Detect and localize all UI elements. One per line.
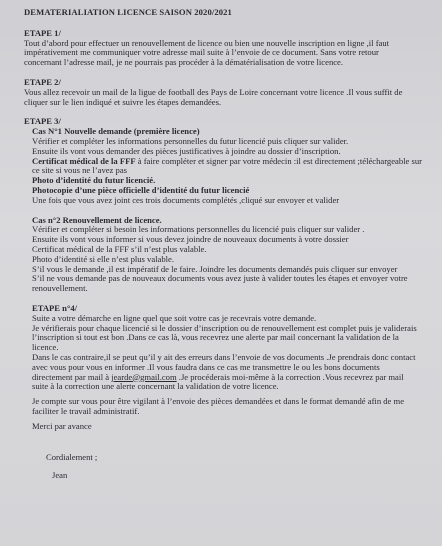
etape3-heading: ETAPE 3/: [24, 116, 61, 127]
cas1-line: Une fois que vous avez joint ces trois documents complétés ,cliqué sur envoyer et valider: [32, 194, 340, 205]
etape4-block: [24, 304, 432, 481]
etape4-heading: ETAPE n°4/: [32, 302, 78, 313]
cas2-line: Photo d’identité si elle n’est plus valable.: [32, 253, 175, 264]
etape4-line: Je vérifierais pour chaque licencié si le dossier d’inscription ou de renouvellement est complet puis je validerais: [32, 322, 417, 333]
email-prefix: directement par mail à: [32, 371, 112, 382]
cas2-line: renouvellement.: [32, 283, 88, 294]
etape4-line: faciliter le travail administratif.: [32, 405, 140, 416]
etape1-heading: ETAPE 1/: [24, 27, 61, 38]
email-link[interactable]: jearde@gmail.com: [111, 371, 177, 382]
signature-text: Jean: [52, 470, 68, 481]
etape1-line: concernant l’adresse mail, je ne pourrais pas procéder à la dématérialisation de votre licence.: [24, 57, 344, 68]
etape4-line: l’inscription si tout est bon .Dans ce cas là, vous recevrez une alerte par mail concernant la validation de la: [32, 332, 399, 343]
cas1-line: Vérifier et compléter les informations personnelles du futur licencié puis cliquer sur valider.: [32, 135, 349, 146]
cas2-line: Certificat médical de la FFF s’il n’est plus valable.: [32, 243, 207, 254]
cas2-heading: Cas n°2 Renouvellement de licence.: [32, 214, 162, 225]
cas1-line: Ensuite ils vont vous demander des pièces justificatives à joindre au dossier d’inscription.: [32, 145, 341, 156]
etape4-line: Suite a votre démarche en ligne quel que soit votre cas je recevrais votre demande.: [32, 312, 317, 323]
cas2-line: Vérifier et compléter si besoin les informations personnelles du licencié puis cliquer sur valider .: [32, 224, 365, 235]
etape2-line: cliquer sur le lien indiqué et suivre les étapes demandées.: [24, 96, 222, 107]
closing-text: Cordialement ;: [46, 452, 98, 463]
etape1-line: Tout d’abord pour effectuer un renouvellement de licence ou bien une nouvelle inscription en ligne ,il faut: [24, 37, 390, 48]
etape4-line: avec vous pour vous en informer .Il vous faudra dans ce cas me transmettre le ou les bons documents: [32, 361, 380, 372]
cas2-block: [24, 216, 432, 294]
etape4-line: Dans le cas contraire,il se peut qu’il y ait des erreurs dans l’envoie de vos documents .Je prendrais donc contact: [32, 351, 416, 362]
etape4-line: Je compte sur vous pour être vigilant à l’envoie des pièces demandées et dans le format demandé afin de me: [32, 396, 405, 407]
document-title: DEMATERIALIATION LICENCE SAISON 2020/2021: [24, 7, 232, 17]
etape4-line: licence.: [32, 342, 59, 353]
cas1-heading: Cas N°1 Nouvelle demande (première licence): [32, 126, 200, 137]
etape2-line: Vous allez recevoir un mail de la ligue de football des Pays de Loire concernant votre licence .Il vous suffit de: [24, 86, 403, 97]
cas2-line: Ensuite ils vont vous informer si vous devez joindre de nouveaux documents à votre dossier: [32, 234, 349, 245]
email-suffix: .Je procéderais moi-même à la correction .Vous recevrez par mail: [176, 371, 404, 382]
etape1-line: impérativement me communiquer votre adresse mail suite à l’envoie de ce document. Sans votre retour: [24, 47, 379, 58]
etape2-heading: ETAPE 2/: [24, 76, 61, 87]
etape4-line: suite à la correction une alerte concernant la validation de votre licence.: [32, 381, 279, 392]
cas1-photo: Photo d’identité du futur licencié.: [32, 175, 156, 186]
thanks-text: Merci par avance: [32, 420, 92, 431]
cas2-line: S’il vous le demande ,il est impératif de le faire. Joindre les documents demandés puis cliquer sur envoyer: [32, 263, 398, 274]
cas2-line: S’il ne vous demande pas de nouveaux documents vous avez juste à valider toutes les étapes et envoyer votre: [32, 273, 408, 284]
cas1-photocopie: Photocopie d’une pièce officielle d’identité du futur licencié: [32, 184, 250, 195]
cas1-block: [24, 127, 432, 205]
certificat-text: à faire compléter et signer par votre médecin :il est directement ;téléchargeable sur: [135, 155, 422, 166]
cas1-line: ce site si vous ne l’avez pas: [32, 165, 127, 176]
certificat-label: Certificat médical de la FFF: [32, 155, 136, 166]
